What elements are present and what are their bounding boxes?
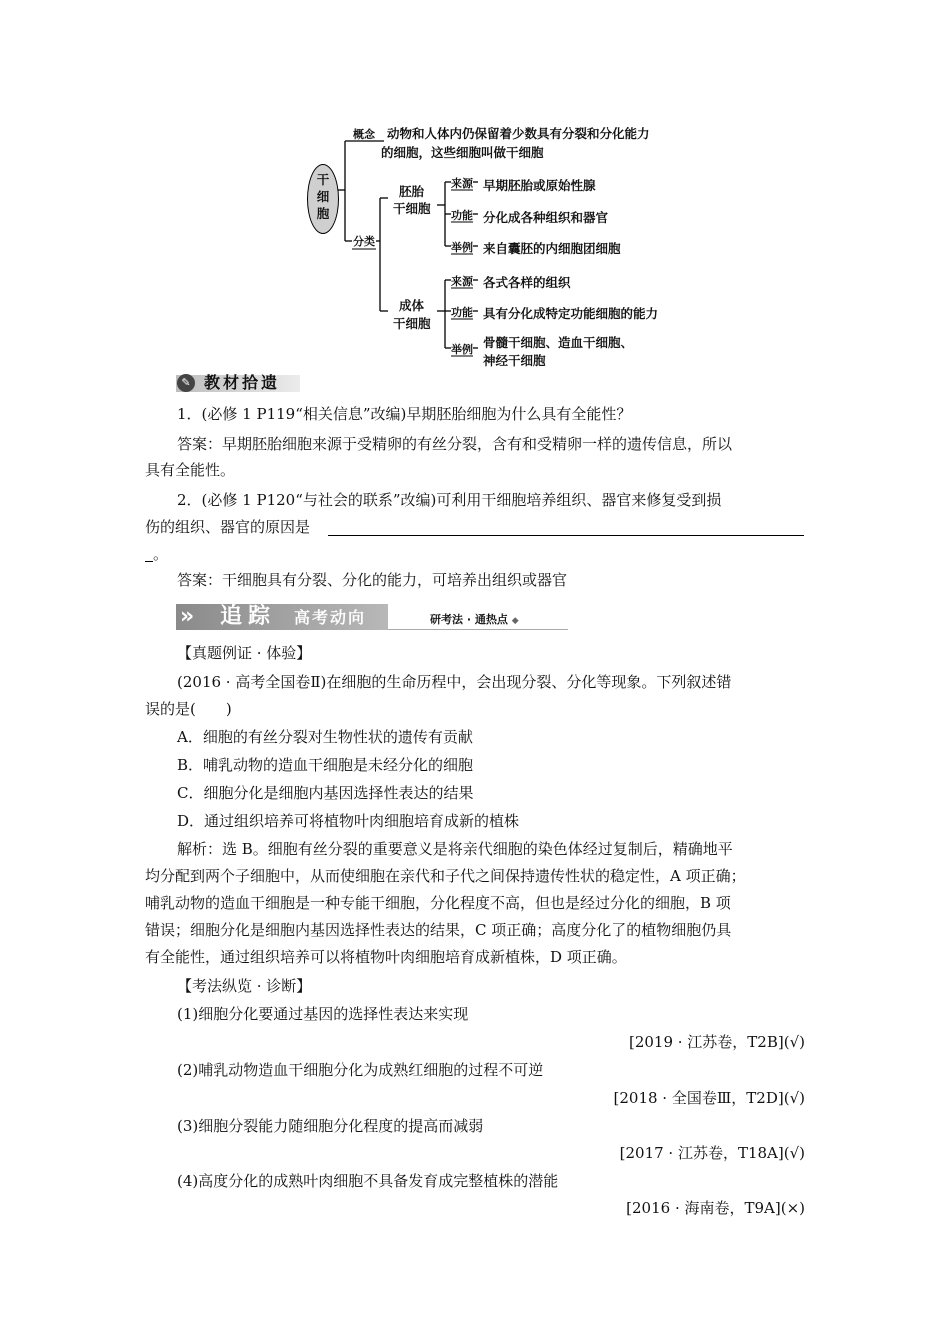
- diagnosis-item-2: (2)哺乳动物造血干细胞分化为成熟红细胞的过程不可逆: [177, 1061, 544, 1079]
- textbook-banner-label: 教材拾遗: [204, 373, 281, 392]
- adult-function-label: 功能: [451, 306, 473, 319]
- diagnosis-source-4: [2016 · 海南卷，T9A](×): [626, 1199, 805, 1217]
- trace-title: 追踪: [220, 604, 277, 629]
- diagnosis-item-3: (3)细胞分裂能力随细胞分化程度的提高而减弱: [177, 1117, 484, 1135]
- textbook-a2: 答案：干细胞具有分裂、分化的能力，可培养出组织或器官: [177, 571, 568, 589]
- trace-subtitle: 高考动向: [294, 608, 367, 627]
- mindmap-connectors: [0, 0, 950, 380]
- trace-tag-label: 研考法 · 通热点: [430, 613, 508, 626]
- adult-name-2: 干细胞: [393, 316, 431, 331]
- double-chevron-icon: »: [180, 604, 195, 629]
- textbook-q2-line2: 伤的组织、器官的原因是: [145, 518, 311, 536]
- embryonic-name-2: 干细胞: [393, 201, 431, 216]
- embryonic-function-label: 功能: [451, 209, 473, 222]
- exam-stem-line1: (2016 · 高考全国卷Ⅱ)在细胞的生命历程中，会出现分裂、分化等现象。下列叙述错: [177, 673, 732, 691]
- textbook-a1-line2: 具有全能性。: [145, 461, 236, 479]
- textbook-q1: 1．(必修 1 P119“相关信息”改编)早期胚胎细胞为什么具有全能性？: [177, 405, 632, 423]
- diagnosis-item-1: (1)细胞分化要通过基因的选择性表达来实现: [177, 1005, 469, 1023]
- analysis-line5: 有全能性，通过组织培养可以将植物叶肉细胞培育成新植株，D 项正确。: [145, 948, 627, 966]
- adult-function: 具有分化成特定功能细胞的能力: [483, 306, 659, 321]
- analysis-line1: 解析：选 B。细胞有丝分裂的重要意义是将亲代细胞的染色体经过复制后，精确地平: [177, 840, 733, 858]
- answer-blank-line: [328, 535, 804, 536]
- adult-example-label: 举例: [451, 343, 473, 356]
- concept-label: 概念: [353, 128, 375, 141]
- answer-blank-line-2: [145, 561, 153, 562]
- adult-name-1: 成体: [399, 298, 425, 313]
- textbook-q2-line1: 2．(必修 1 P120“与社会的联系”改编)可利用干细胞培养组织、器官来修复受到损: [177, 491, 722, 509]
- option-d: D．通过组织培养可将植物叶肉细胞培育成新的植株: [177, 812, 520, 830]
- analysis-line2: 均分配到两个子细胞中，从而使细胞在亲代和子代之间保持遗传性状的稳定性，A 项正确；: [145, 867, 746, 885]
- diagnosis-source-2: [2018 · 全国卷Ⅲ，T2D](√): [613, 1089, 805, 1107]
- exam-stem-line2: 误的是( ): [145, 700, 232, 718]
- section-real-exam: 【真题例证 · 体验】: [177, 644, 312, 662]
- adult-source: 各式各样的组织: [483, 275, 571, 290]
- embryonic-example: 来自囊胚的内细胞团细胞: [483, 241, 621, 256]
- adult-example-line2: 神经干细胞: [483, 353, 546, 368]
- option-c: C．细胞分化是细胞内基因选择性表达的结果: [177, 784, 474, 802]
- adult-example-line1: 骨髓干细胞、造血干细胞、: [483, 335, 634, 350]
- embryonic-name-1: 胚胎: [399, 184, 425, 199]
- option-b: B．哺乳动物的造血干细胞是未经分化的细胞: [177, 756, 474, 774]
- embryonic-source: 早期胚胎或原始性腺: [483, 178, 596, 193]
- embryonic-source-label: 来源: [451, 177, 473, 190]
- concept-text-line1: 动物和人体内仍保留着少数具有分裂和分化能力: [387, 126, 650, 141]
- textbook-a1-line1: 答案：早期胚胎细胞来源于受精卵的有丝分裂，含有和受精卵一样的遗传信息，所以: [177, 435, 733, 453]
- pencil-icon: ✎: [177, 374, 195, 392]
- diagnosis-item-4: (4)高度分化的成熟叶肉细胞不具备发育成完整植株的潜能: [177, 1172, 559, 1190]
- classify-label: 分类: [353, 235, 375, 248]
- trace-banner: [176, 602, 568, 632]
- mindmap-root-label: 干 细 胞: [316, 172, 330, 221]
- textbook-q2-line3: 。: [153, 545, 169, 563]
- textbook-banner: [176, 373, 300, 393]
- trace-banner-rule: [388, 629, 568, 630]
- trace-tag: [430, 612, 519, 629]
- diagnosis-source-1: [2019 · 江苏卷，T2B](√): [628, 1033, 805, 1051]
- option-a: A．细胞的有丝分裂对生物性状的遗传有贡献: [177, 728, 473, 746]
- section-overview: 【考法纵览 · 诊断】: [177, 977, 312, 995]
- concept-text-line2: 的细胞，这些细胞叫做干细胞: [381, 145, 544, 160]
- embryonic-function: 分化成各种组织和器官: [483, 210, 609, 225]
- analysis-line3: 哺乳动物的造血干细胞是一种专能干细胞，分化程度不高，但也是经过分化的细胞，B 项: [145, 894, 731, 912]
- analysis-line4: 错误；细胞分化是细胞内基因选择性表达的结果，C 项正确；高度分化了的植物细胞仍具: [145, 921, 732, 939]
- diamond-icon: ◆: [511, 616, 519, 626]
- adult-source-label: 来源: [451, 275, 473, 288]
- diagnosis-source-3: [2017 · 江苏卷，T18A](√): [619, 1144, 805, 1162]
- embryonic-example-label: 举例: [451, 241, 473, 254]
